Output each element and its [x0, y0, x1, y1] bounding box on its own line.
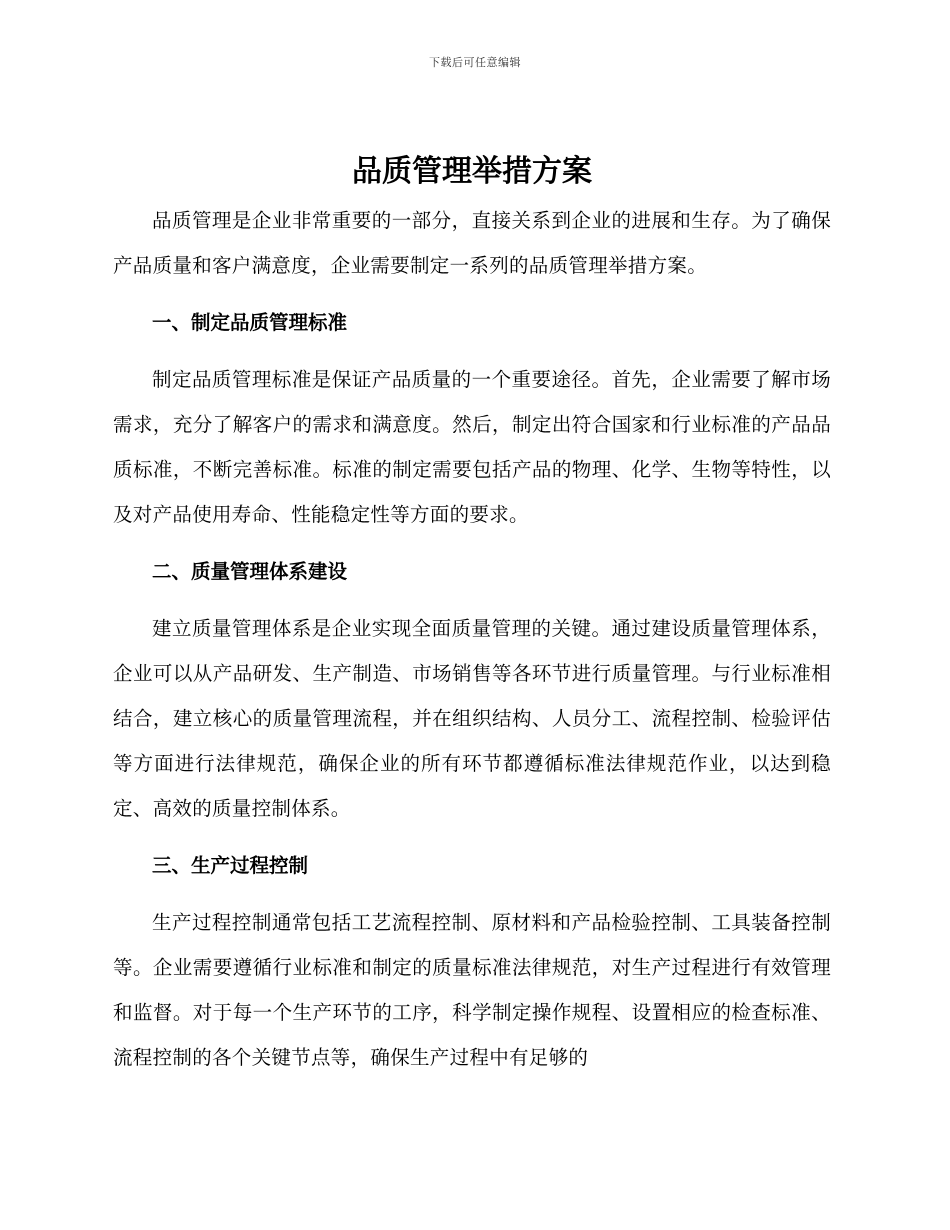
section-body-3: 生产过程控制通常包括工艺流程控制、原材料和产品检验控制、工具装备控制等。企业需要遵循行业标准和制定的质量标准法律规范，对生产过程进行有效管理和监督。对于每一个生产环节的工序，科学制定操作规程、设置相应的检查标准、流程控制的各个关键节点等，确保生产过程中有足够的 — [113, 911, 831, 1069]
section-heading-1: 一、制定品质管理标准 — [152, 311, 348, 334]
section-heading-3: 三、生产过程控制 — [152, 854, 309, 877]
document-title: 品质管理举措方案 — [352, 154, 592, 189]
page-header-note: 下载后可任意编辑 — [429, 56, 521, 69]
document-body — [113, 150, 831, 1080]
section-heading-2: 二、质量管理体系建设 — [152, 560, 348, 583]
intro-paragraph: 品质管理是企业非常重要的一部分，直接关系到企业的进展和生存。为了确保产品质量和客户满意度，企业需要制定一系列的品质管理举措方案。 — [113, 209, 831, 277]
section-body-1: 制定品质管理标准是保证产品质量的一个重要途径。首先，企业需要了解市场需求，充分了解客户的需求和满意度。然后，制定出符合国家和行业标准的产品品质标准，不断完善标准。标准的制定需要包括产品的物理、化学、生物等特性，以及对产品使用寿命、性能稳定性等方面的要求。 — [113, 368, 831, 526]
section-body-2: 建立质量管理体系是企业实现全面质量管理的关键。通过建设质量管理体系，企业可以从产品研发、生产制造、市场销售等各环节进行质量管理。与行业标准相结合，建立核心的质量管理流程，并在组织结构、人员分工、流程控制、检验评估等方面进行法律规范，确保企业的所有环节都遵循标准法律规范作业，以达到稳定、高效的质量控制体系。 — [113, 617, 831, 820]
